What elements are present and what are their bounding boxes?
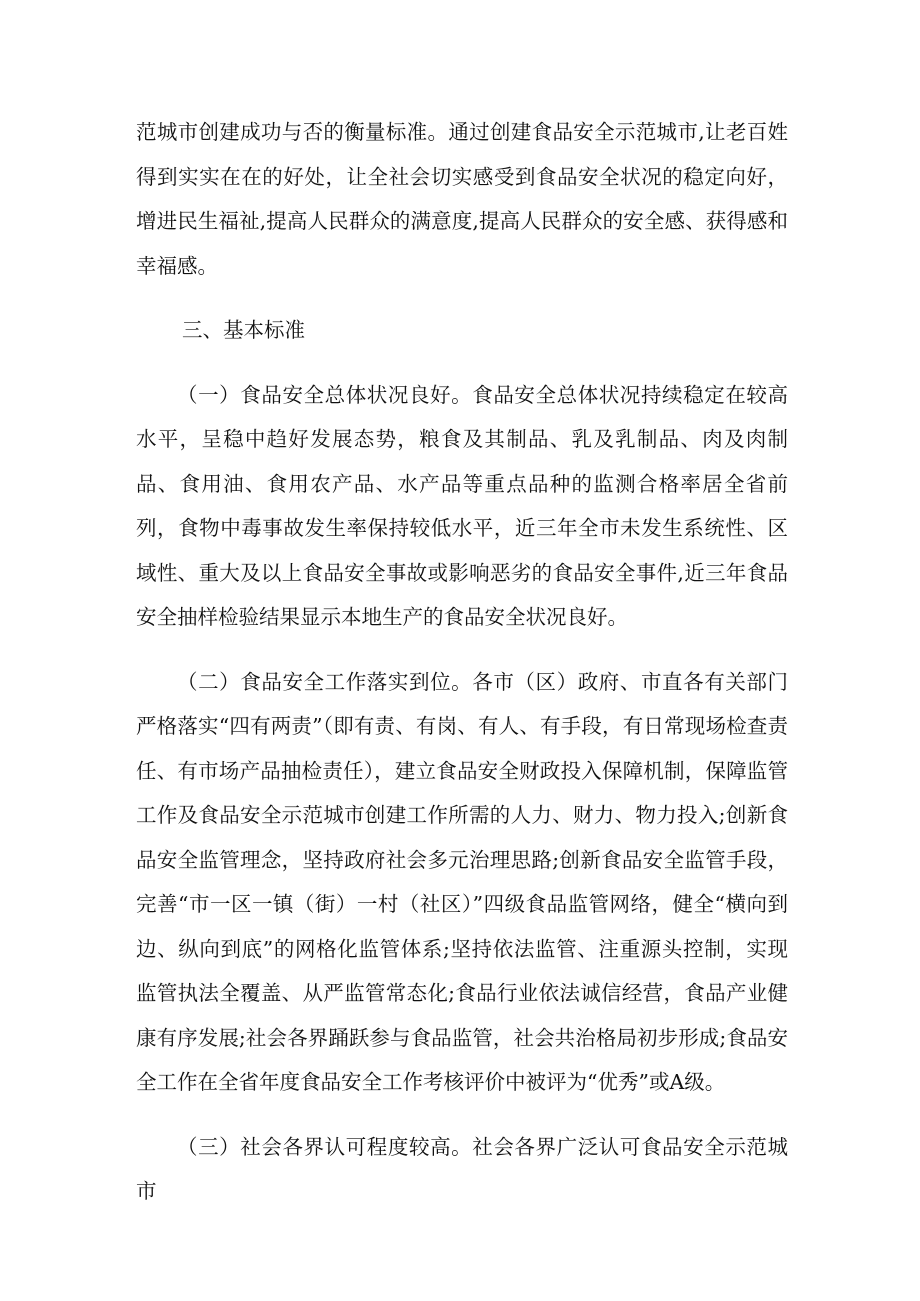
section-heading: 三、基本标准 <box>182 318 305 342</box>
paragraph-standard-2: （二）食品安全工作落实到位。各市（区）政府、市直各有关部门严格落实“四有两责”（即有责、有岗、有人、有手段，有日常现场检查责任、有市场产品抽检责任），建立食品安全财政投入保障机制，保障监管工作及食品安全示范城市创建工作所需的人力、财力、物力投入;创新食品安全监管理念，坚持政府社会多元治理思路;创新食品安全监管手段，完善“市一区一镇（街）一村（社区）”四级食品监管网络，健全“横向到边、纵向到底”的网格化监管体系;坚持依法监管、注重源头控制，实现监管执法全覆盖、从严监管常态化;食品行业依法诚信经营，食品产业健康有序发展;社会各界踊跃参与食品监管，社会共治格局初步形成;食品安全工作在全省年度食品安全工作考核评价中被评为“优秀”或A级。 <box>136 669 788 1094</box>
document-body <box>136 110 788 1214</box>
intro-paragraph: 范城市创建成功与否的衡量标准。通过创建食品安全示范城市,让老百姓得到实实在在的好处，让全社会切实感受到食品安全状况的稳定向好，增进民生福祉,提高人民群众的满意度,提高人民群众的安全感、获得感和幸福感。 <box>136 120 788 278</box>
paragraph-standard-3: （三）社会各界认可程度较高。社会各界广泛认可食品安全示范城市 <box>136 1134 788 1203</box>
paragraph-standard-1: （一）食品安全总体状况良好。食品安全总体状况持续稳定在较高水平，呈稳中趋好发展态势，粮食及其制品、乳及乳制品、肉及肉制品、食用油、食用农产品、水产品等重点品种的监测合格率居全省前列，食物中毒事故发生率保持较低水平，近三年全市未发生系统性、区域性、重大及以上食品安全事故或影响恶劣的食品安全事件,近三年食品安全抽样检验结果显示本地生产的食品安全状况良好。 <box>136 382 788 629</box>
